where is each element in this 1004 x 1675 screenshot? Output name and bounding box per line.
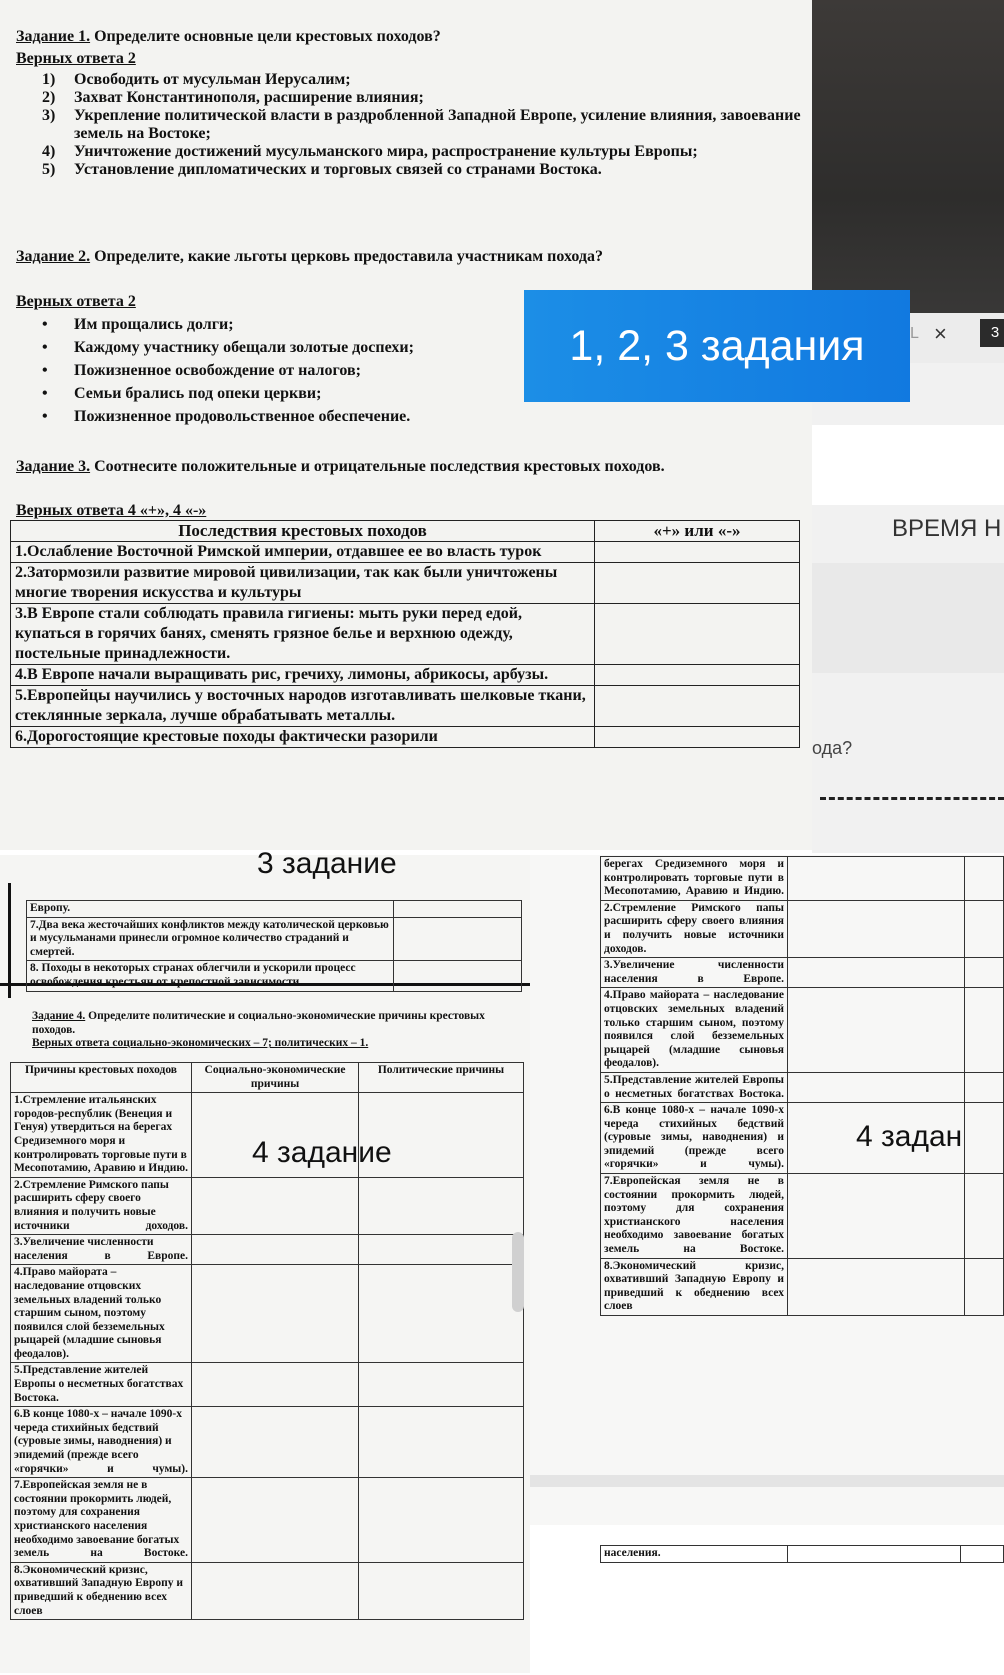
task4-label-left: 4 задание (252, 1136, 392, 1169)
dashed-line (820, 797, 1004, 800)
task2-title: Задание 2. (16, 248, 91, 265)
answer-cell[interactable] (595, 563, 800, 604)
table-row: 7.Европейская земля не в состоянии прокормить людей, поэтому для сохранения христианского населения необходимо завоевание богатых земель на Востоке. (601, 1174, 1004, 1259)
task4-label-right: 4 задан (856, 1120, 963, 1153)
answer-cell[interactable] (965, 1174, 1004, 1259)
task4-question: Определите политические и социально-экономические причины крестовых походов. (32, 1010, 485, 1036)
answer-cell[interactable] (595, 542, 800, 563)
answer-cell[interactable] (965, 857, 1004, 901)
task2-question: Определите, какие льготы церковь предоставила участникам похода? (90, 248, 604, 265)
table-row: 2.Затормозили развитие мировой цивилизации, так как были уничтожены многие творения искусства и культуры (11, 563, 800, 604)
list-item: • Семьи брались под опеки церкви; (42, 385, 322, 402)
task3-table (10, 520, 800, 748)
task4-title: Задание 4. (32, 1010, 86, 1022)
table-row: 2.Стремление Римского папы расширить сферу своего влияния и получить новые источники доходов. (601, 900, 1004, 957)
table-row: 4.Право майората – наследование отцовских земельных владений только старшим сыном, поэтому появился слой безземельных рыцарей (младшие сыновья феодалов). (601, 988, 1004, 1073)
answer-cell[interactable] (359, 1407, 524, 1478)
task4-heading (32, 1010, 517, 1051)
answer-cell[interactable] (788, 1072, 965, 1102)
table-row: 1.Стремление итальянских городов-республик (Венеция и Генуя) утвердиться на берегах Средиземного моря и контролировать торговые пути в Месопотамию, Аравию и Индию. (11, 1093, 524, 1178)
task2-heading (16, 248, 603, 266)
task3-table-continuation (26, 900, 522, 992)
table-row: 7.Европейская земля не в состоянии прокормить людей, поэтому для сохранения христианского населения необходимо завоевание богатых земель на Востоке. (11, 1478, 524, 1563)
task3-question: Соотнесите положительные и отрицательные последствия крестовых походов. (90, 458, 665, 475)
answer-cell[interactable] (595, 727, 800, 748)
task2-list (42, 313, 414, 428)
task4-bottom-row-table (600, 1545, 1004, 1563)
table-row: 3.В Европе стали соблюдать правила гигиены: мыть руки перед едой, купаться в горячих банях, сменять грязное белье и верхнюю одежду, постельные принадлежности. (11, 604, 800, 665)
answer-cell[interactable] (359, 1265, 524, 1363)
scroll-handle[interactable] (512, 1232, 524, 1312)
list-item: • Пожизненное продовольственное обеспечение. (42, 408, 411, 425)
answer-cell[interactable] (965, 1103, 1004, 1174)
answer-cell[interactable] (192, 1363, 359, 1407)
task4-col1-header: Причины крестовых походов (11, 1063, 192, 1093)
table-row: 6.В конце 1080-х – начале 1090-х череда стихийных бедствий (суровые зимы, наводнения) и эпидемий (прежде всего «горячки» и чумы). (601, 1103, 1004, 1174)
table-row: 5.Представление жителей Европы о несметных богатствах Востока. (11, 1363, 524, 1407)
list-item: 4) Уничтожение достижений мусульманского мира, распространение культуры Европы; (42, 143, 698, 160)
answer-cell[interactable] (788, 988, 965, 1073)
table-row: 5.Европейцы научились у восточных народов изготавливать шелковые ткани, стеклянные зеркала, лучше обрабатывать металлы. (11, 686, 800, 727)
answer-cell[interactable] (192, 1177, 359, 1234)
answer-cell[interactable] (788, 1546, 961, 1563)
browser-screen (812, 363, 1004, 853)
answer-cell[interactable] (595, 665, 800, 686)
tab-close-icon[interactable]: × (934, 321, 947, 346)
screen-heading: ВРЕМЯ Н (892, 515, 1002, 542)
task4-table-continuation (600, 856, 1004, 1316)
answer-cell[interactable] (595, 604, 800, 665)
table-row: 6.В конце 1080-х – начале 1090-х череда стихийных бедствий (суровые зимы, наводнения) и эпидемий (прежде всего «горячки» и чумы). (11, 1407, 524, 1478)
task3-label: 3 задание (257, 847, 397, 880)
table-row: 8.Экономический кризис, охвативший Западную Европу и приведший к обеднению всех слоев (11, 1562, 524, 1619)
answer-cell[interactable] (788, 958, 965, 988)
task3-answers-note: Верных ответа 4 «+», 4 «-» (16, 502, 207, 519)
answer-cell[interactable] (359, 1562, 524, 1619)
answer-cell[interactable] (192, 1478, 359, 1563)
answer-cell[interactable] (965, 958, 1004, 988)
task1-question: Определите основные цели крестовых походов? (90, 28, 441, 45)
tab-number[interactable]: 3 (980, 319, 1004, 347)
task3-heading (16, 458, 776, 476)
list-item: • Им прощались долги; (42, 316, 234, 333)
divider-line (8, 883, 11, 998)
answer-cell[interactable] (359, 1478, 524, 1563)
answer-cell[interactable] (359, 1177, 524, 1234)
screen-text: ода? (812, 738, 853, 758)
task1-list (42, 71, 802, 179)
task4-col3-header: Политические причины (359, 1063, 524, 1093)
answer-cell[interactable] (192, 1562, 359, 1619)
table-row: 5.Представление жителей Европы о несметных богатствах Востока. (601, 1072, 1004, 1102)
answer-cell[interactable] (961, 1546, 1004, 1563)
task1-answers-note: Верных ответа 2 (16, 50, 136, 67)
list-item: 5) Установление дипломатических и торговых связей со странами Востока. (42, 161, 602, 178)
list-item: 1) Освободить от мусульман Иерусалим; (42, 71, 351, 88)
task1-heading (16, 28, 441, 46)
answer-cell[interactable] (788, 1258, 965, 1315)
task3-title: Задание 3. (16, 458, 91, 475)
task4-col2-header: Социально-экономические причины (192, 1063, 359, 1093)
list-item: 2) Захват Константинополя, расширение влияния; (42, 89, 424, 106)
answer-cell[interactable] (965, 1072, 1004, 1102)
answer-cell[interactable] (595, 686, 800, 727)
answer-cell[interactable] (359, 1235, 524, 1265)
task4-answers-note: Верных ответа социально-экономических – 7; политических – 1. (32, 1037, 369, 1050)
answer-cell[interactable] (192, 1265, 359, 1363)
task3-col1-header: Последствия крестовых походов (11, 521, 595, 542)
dark-photo-area (812, 0, 1004, 330)
answer-cell[interactable] (394, 901, 522, 918)
list-item: 3) Укрепление политической власти в раздробленной Западной Европе, усиление влияния, завоевание земель на Востоке; (42, 107, 801, 142)
answer-cell[interactable] (965, 900, 1004, 957)
table-row: 6.Дорогостоящие крестовые походы фактически разорили (11, 727, 800, 748)
table-row: Европу. (27, 901, 522, 918)
answer-cell[interactable] (788, 857, 965, 901)
table-row: 3.Увеличение численности населения в Европе. (601, 958, 1004, 988)
answer-cell[interactable] (394, 961, 522, 991)
table-row: 8. Походы в некоторых странах облегчили и ускорили процесс освобождения крестьян от крепостной зависимости. (27, 961, 522, 991)
table-row: 4.Право майората – наследование отцовских земельных владений только старшим сыном, поэтому появился слой безземельных рыцарей (младшие сыновья феодалов). (11, 1265, 524, 1363)
worksheet-page-1 (0, 0, 812, 850)
tasks-banner: 1, 2, 3 задания (524, 290, 910, 402)
answer-cell[interactable] (394, 917, 522, 961)
tab-letter: L (910, 325, 919, 342)
answer-cell[interactable] (359, 1363, 524, 1407)
table-row: населения. (601, 1546, 1004, 1563)
answer-cell[interactable] (788, 1174, 965, 1259)
table-row: 2.Стремление Римского папы расширить сферу своего влияния и получить новые источники доходов. (11, 1177, 524, 1234)
task3-col2-header: «+» или «-» (595, 521, 800, 542)
answer-cell[interactable] (965, 1258, 1004, 1315)
table-row: 1.Ослабление Восточной Римской империи, отдавшее ее во власть турок (11, 542, 800, 563)
table-row: 8.Экономический кризис, охвативший Западную Европу и приведший к обеднению всех слоев (601, 1258, 1004, 1315)
answer-cell[interactable] (788, 900, 965, 957)
task2-answers-note: Верных ответа 2 (16, 293, 136, 310)
task1-title: Задание 1. (16, 28, 91, 45)
table-row: берегах Средиземного моря и контролировать торговые пути в Месопотамию, Аравию и Индию. (601, 857, 1004, 901)
list-item: • Пожизненное освобождение от налогов; (42, 362, 361, 379)
answer-cell[interactable] (965, 988, 1004, 1073)
list-item: • Каждому участнику обещали золотые доспехи; (42, 339, 414, 356)
table-row: 7.Два века жесточайших конфликтов между католической церковью и мусульманами принесли огромное количество страданий и смертей. (27, 917, 522, 961)
answer-cell[interactable] (192, 1407, 359, 1478)
table-row: 3.Увеличение численности населения в Европе. (11, 1235, 524, 1265)
answer-cell[interactable] (192, 1235, 359, 1265)
table-row: 4.В Европе начали выращивать рис, гречиху, лимоны, абрикосы, арбузы. (11, 665, 800, 686)
